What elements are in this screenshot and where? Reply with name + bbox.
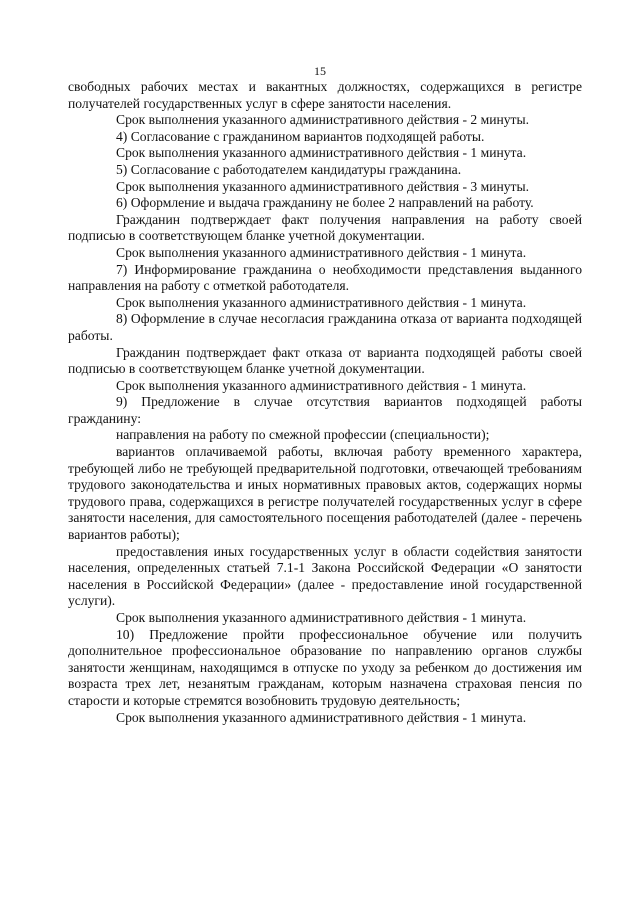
paragraph-step-10: 10) Предложение пройти профессиональное обучение или получить дополнительное профессиональное образование по направлению органов службы занятости женщинам, находящимся в отпуске по уходу за ребенком до достижения им возраста трех лет, незанятым гражданам, которым назначена страховая пенсия по старости и которые стремятся возобновить трудовую деятельность; — [68, 626, 582, 708]
paragraph-step-5: 5) Согласование с работодателем кандидатуры гражданина. — [116, 161, 462, 177]
paragraph-duration-1min-a: Срок выполнения указанного административного действия - 1 минута. — [116, 145, 527, 161]
paragraph-related-profession: направления на работу по смежной профессии (специальности); — [116, 427, 490, 443]
paragraph-step-6: 6) Оформление и выдача гражданину не более 2 направлений на работу. — [116, 195, 534, 211]
paragraph-step-4: 4) Согласование с гражданином вариантов подходящей работы. — [116, 128, 485, 144]
paragraph-step-8: 8) Оформление в случае несогласия гражданина отказа от варианта подходящей работы. — [68, 311, 582, 343]
paragraph-step-9: 9) Предложение в случае отсутствия вариантов подходящей работы гражданину: — [68, 394, 582, 426]
paragraph-duration-1min-e: Срок выполнения указанного административного действия - 1 минута. — [116, 610, 527, 625]
paragraph-other-services: предоставления иных государственных услуг в области содействия занятости населения, определенных статьей 7.1-1 Закона Российской Федерации «О занятости населения в Российской Федерации» (далее - предоставление иной государственной услуги). — [68, 543, 582, 609]
paragraph-duration-1min-f: Срок выполнения указанного административного действия - 1 минута. — [116, 709, 527, 725]
paragraph-step-7: 7) Информирование гражданина о необходимости представления выданного направления на работу с отметкой работодателя. — [68, 261, 582, 294]
paragraph-citizen-confirms-refusal: Гражданин подтверждает факт отказа от варианта подходящей работы своей подписью в соответствующем бланке учетной документации. — [68, 344, 582, 377]
document-body — [68, 79, 582, 726]
paragraph-duration-1min-b: Срок выполнения указанного административного действия - 1 минута. — [116, 244, 527, 260]
paragraph-duration-1min-c: Срок выполнения указанного административного действия - 1 минута. — [116, 294, 527, 310]
paragraph-paid-work-variants: вариантов оплачиваемой работы, включая работу временного характера, требующей либо не требующей предварительной подготовки, отвечающей требованиям трудового законодательства и иных нормативных правовых актов, содержащих нормы трудового права, содержащихся в регистре получателей государственных услуг в сфере занятости населения, для самостоятельного посещения работодателей (далее - перечень вариантов работы); — [68, 444, 582, 543]
paragraph-continuation: свободных рабочих местах и вакантных должностях, содержащихся в регистре получателей государственных услуг в сфере занятости населения. — [68, 79, 582, 111]
paragraph-citizen-confirms-receipt: Гражданин подтверждает факт получения направления на работу своей подписью в соответствующем бланке учетной документации. — [68, 211, 582, 244]
paragraph-duration-2min: Срок выполнения указанного административного действия - 2 минуты. — [116, 112, 530, 128]
paragraph-duration-3min: Срок выполнения указанного административного действия - 3 минуты. — [116, 178, 530, 194]
page-number: 15 — [314, 64, 326, 78]
paragraph-duration-1min-d: Срок выполнения указанного административного действия - 1 минута. — [116, 377, 527, 393]
